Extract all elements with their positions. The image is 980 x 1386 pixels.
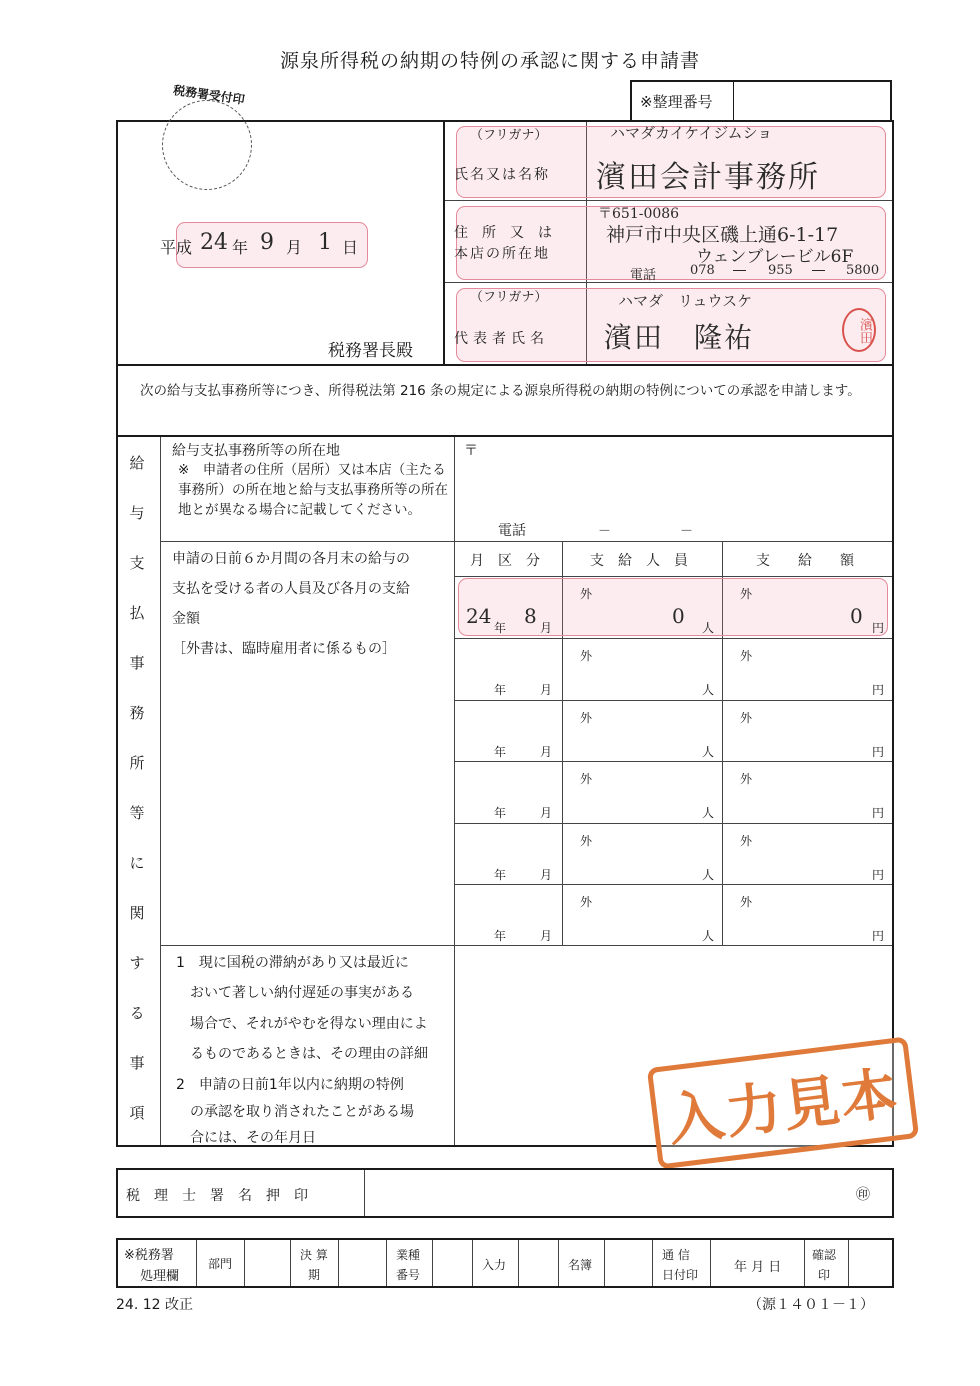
office-use-kessan-1: 決 算 (300, 1248, 328, 1262)
amount-outside-label: 外 (740, 711, 753, 725)
note-1-line-4: るものであるときは、その理由の詳細 (190, 1046, 428, 1062)
row-year-label: 年 (494, 621, 507, 635)
addressee: 税務署長殿 (328, 341, 413, 361)
date-year-label: 年 (232, 238, 249, 257)
office-use-nyuryoku: 入力 (482, 1258, 507, 1272)
vlabel-char: 所 (129, 754, 145, 772)
office-use-label-1: ※税務署 (124, 1248, 174, 1263)
revision: 24. 12 改正 (116, 1297, 193, 1313)
people-unit: 人 (702, 868, 715, 882)
postal-code[interactable]: 〒651-0086 (598, 206, 680, 222)
receipt-stamp-label: 税務署受付印 (172, 83, 246, 107)
notes-field[interactable] (460, 950, 860, 1030)
tax-accountant-label: 税 理 士 署 名 押 印 (126, 1188, 308, 1204)
vlabel-char: 事 (129, 1054, 145, 1072)
payroll-desc-1: 申請の日前６か月間の各月末の給与の (172, 551, 410, 567)
tel-sep-1: ― (733, 263, 746, 278)
address-label-1: 住 所 又 は (454, 225, 552, 241)
tel-label: 電話 (630, 268, 657, 283)
note-2-line-2: の承認を取り消されたことがある場 (190, 1104, 414, 1120)
payroll-desc-3: 金額 (172, 611, 200, 627)
address-line-2[interactable]: ウェンブレービル6F (696, 247, 854, 267)
tel-sep-2: ― (812, 263, 825, 278)
office-use-gyoshu-2: 番号 (396, 1268, 421, 1282)
vlabel-char: に (129, 854, 145, 872)
people-unit: 人 (702, 683, 715, 697)
row-month-label: 月 (540, 929, 553, 943)
office-use-tsushin-2: 日付印 (662, 1268, 699, 1282)
row-year-label: 年 (494, 806, 507, 820)
rep-label: 代表者氏名 (454, 331, 549, 347)
receipt-stamp-circle (162, 100, 252, 190)
row-month-label: 月 (540, 621, 553, 635)
office-use-tsushin-1: 通 信 (662, 1248, 690, 1262)
amount-outside-label: 外 (740, 895, 753, 909)
people-unit: 人 (702, 745, 715, 759)
payroll-row (456, 824, 890, 884)
vlabel-char: 項 (129, 1104, 145, 1122)
row-month-label: 月 (540, 745, 553, 759)
payroll-row (456, 701, 890, 761)
amount-unit: 円 (872, 621, 885, 635)
amount-outside-label: 外 (740, 649, 753, 663)
sample-stamp-text: 入力見本 (664, 1061, 903, 1154)
row-month[interactable]: 8 (524, 604, 537, 628)
row-year-label: 年 (494, 683, 507, 697)
people-unit: 人 (702, 929, 715, 943)
seiri-bango-field[interactable] (736, 84, 888, 118)
date-month-label: 月 (286, 238, 303, 257)
note-1-line-3: 場合で、それがやむを得ない理由によ (190, 1016, 428, 1032)
rep-seal (842, 308, 876, 352)
date-month[interactable]: 9 (260, 230, 274, 255)
vlabel-char: 等 (129, 804, 145, 822)
tax-accountant-field[interactable] (370, 1172, 840, 1214)
office-location-note: ※ 申請者の住所（居所）又は本店（主たる事務所）の所在地と給与支払事務所等の所在地とが異なる場合に記載してください。 (178, 462, 448, 518)
col-month: 月 区 分 (470, 553, 540, 569)
vlabel-char: 払 (129, 604, 145, 622)
payroll-row (456, 885, 890, 945)
rep-furigana-label: （フリガナ） (470, 290, 548, 305)
note-2-line-1: 2 申請の日前1年以内に納期の特例 (176, 1077, 404, 1093)
vlabel-char: る (129, 1004, 145, 1022)
amount-unit: 円 (872, 745, 885, 759)
payroll-desc-2: 支払を受ける者の人員及び各月の支給 (172, 581, 410, 597)
office-postal-mark: 〒 (464, 443, 478, 459)
office-use-kakunin-2: 印 (818, 1268, 831, 1282)
name-label: 氏名又は名称 (454, 167, 550, 183)
tel-1[interactable]: 078 (690, 263, 715, 278)
row-month-label: 月 (540, 683, 553, 697)
note-2-line-3: 合には、その年月日 (190, 1130, 316, 1146)
amount-unit: 円 (872, 806, 885, 820)
office-use-bumon: 部門 (208, 1257, 233, 1271)
vlabel-char: 事 (129, 654, 145, 672)
form-code: （源１４０１－１） (748, 1297, 874, 1313)
payroll-desc-4: ［外書は、臨時雇用者に係るもの］ (172, 641, 396, 657)
office-use-nengappi: 年 月 日 (734, 1260, 782, 1275)
amount-outside-label: 外 (740, 772, 753, 786)
intro-text: 次の給与支払事務所等につき、所得税法第 216 条の規定による源泉所得税の納期の特例についての承認を申請します。 (140, 383, 861, 399)
tel-3[interactable]: 5800 (846, 263, 880, 278)
payroll-row (456, 762, 890, 822)
tax-accountant-seal-mark: ㊞ (856, 1187, 870, 1203)
office-tel-dash-1: － (598, 524, 612, 539)
office-use-kessan-2: 期 (308, 1268, 321, 1282)
payroll-row (456, 639, 890, 699)
people-outside-label: 外 (580, 711, 593, 725)
row-amount[interactable]: 0 (850, 604, 863, 628)
office-use-label-2: 処理欄 (140, 1269, 180, 1284)
name-furigana[interactable]: ハマダカイケイジムショ (610, 124, 773, 142)
people-outside-label: 外 (580, 834, 593, 848)
row-year-label: 年 (494, 929, 507, 943)
applicant-name[interactable]: 濱田会計事務所 (596, 160, 820, 195)
col-amount: 支 給 額 (756, 553, 854, 569)
date-day[interactable]: 1 (318, 230, 332, 255)
rep-furigana[interactable]: ハマダ リュウスケ (618, 292, 753, 310)
vlabel-char: 支 (129, 554, 145, 572)
amount-unit: 円 (872, 929, 885, 943)
form-title: 源泉所得税の納期の特例の承認に関する申請書 (279, 50, 700, 72)
people-outside-label: 外 (580, 772, 593, 786)
date-year[interactable]: 24 (200, 230, 228, 255)
office-use-kakunin-1: 確認 (812, 1248, 837, 1262)
rep-seal-text: 濱田 (857, 317, 872, 344)
people-unit: 人 (702, 621, 715, 635)
office-use-meibo: 名簿 (568, 1258, 593, 1272)
office-location-label: 給与支払事務所等の所在地 (172, 443, 340, 459)
people-outside-label: 外 (580, 649, 593, 663)
amount-unit: 円 (872, 683, 885, 697)
name-furigana-label: （フリガナ） (470, 128, 548, 143)
vlabel-char: 務 (129, 704, 145, 722)
rep-name[interactable]: 濱田 隆祐 (604, 321, 755, 354)
row-year[interactable]: 24 (466, 604, 492, 628)
vlabel-char: 関 (129, 904, 145, 922)
col-people: 支 給 人 員 (590, 553, 688, 569)
office-address-field[interactable] (480, 456, 880, 512)
row-year-label: 年 (494, 745, 507, 759)
office-tel-dash-2: － (680, 524, 694, 539)
people-unit: 人 (702, 806, 715, 820)
row-year-label: 年 (494, 868, 507, 882)
row-month-label: 月 (540, 806, 553, 820)
amount-outside-label: 外 (740, 587, 753, 601)
date-era: 平成 (160, 238, 193, 257)
office-use-gyoshu-1: 業種 (396, 1248, 421, 1262)
address-line-1[interactable]: 神戸市中央区磯上通6-1-17 (606, 224, 839, 246)
tel-2[interactable]: 955 (768, 263, 793, 278)
vlabel-char: 給 (129, 454, 145, 472)
vlabel-char: 与 (129, 504, 145, 522)
address-label-2: 本店の所在地 (454, 246, 550, 262)
vlabel-char: す (129, 954, 145, 972)
date-day-label: 日 (342, 238, 359, 257)
row-month-label: 月 (540, 868, 553, 882)
note-1-line-2: おいて著しい納付遅延の事実がある (190, 985, 414, 1001)
amount-unit: 円 (872, 868, 885, 882)
row-people[interactable]: 0 (672, 604, 685, 628)
office-tel-label: 電話 (498, 523, 526, 539)
note-1-line-1: 1 現に国税の滞納があり又は最近に (176, 955, 409, 971)
seiri-bango-label: ※整理番号 (640, 93, 713, 111)
amount-outside-label: 外 (740, 834, 753, 848)
people-outside-label: 外 (580, 895, 593, 909)
people-outside-label: 外 (580, 587, 593, 601)
